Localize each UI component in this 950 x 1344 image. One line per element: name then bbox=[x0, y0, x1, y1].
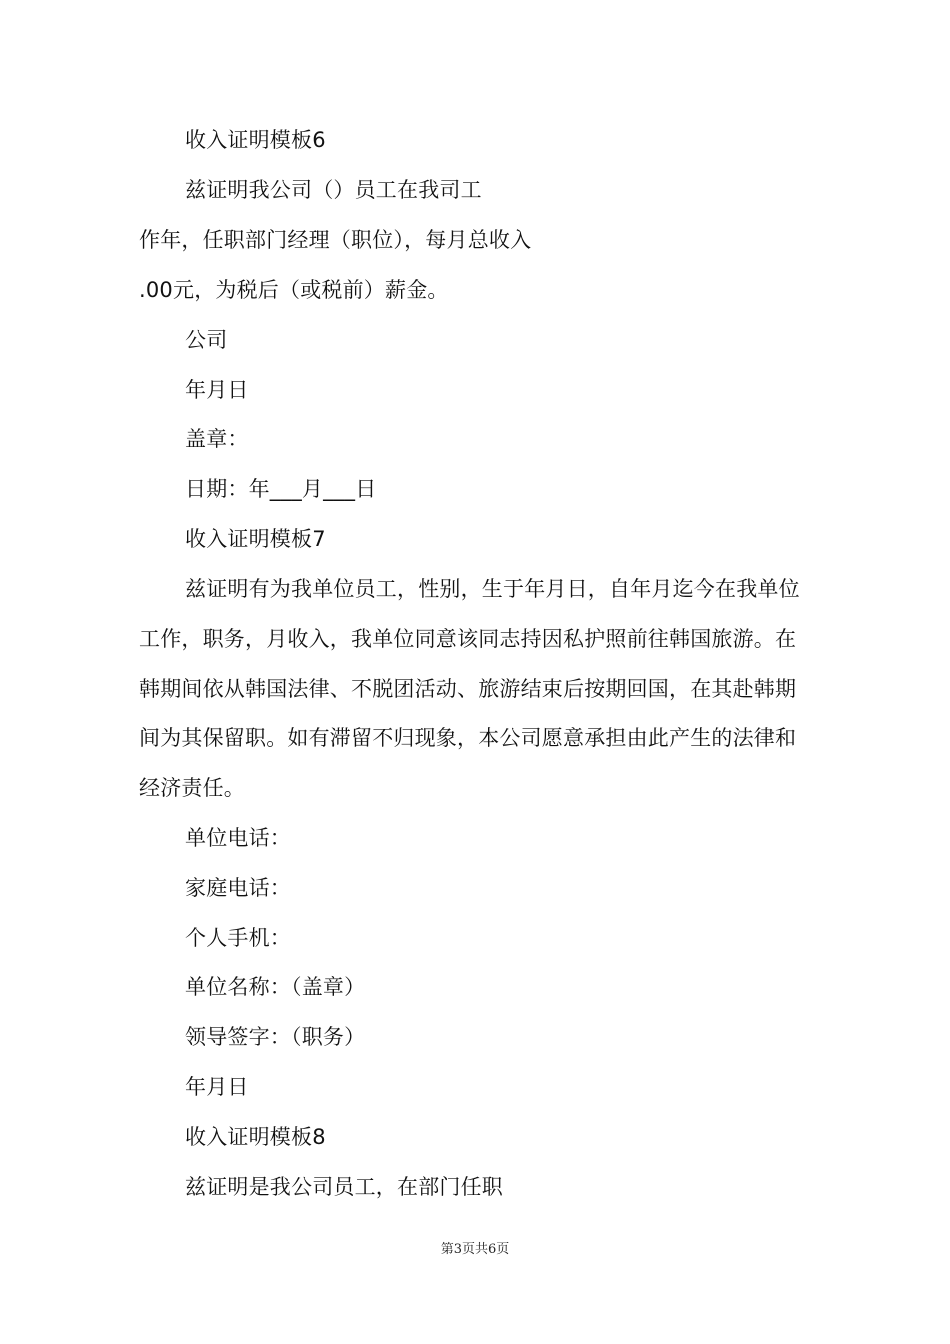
section-title-template-6: 收入证明模板6 bbox=[185, 128, 326, 152]
date-line: 年月日 bbox=[185, 378, 249, 402]
paragraph-line: 韩期间依从韩国法律、不脱团活动、旅游结束后按期回国，在其赴韩期 bbox=[139, 677, 797, 701]
paragraph-line: 兹证明是我公司员工，在部门任职 bbox=[185, 1175, 503, 1199]
leader-signature-line: 领导签字：（职务） bbox=[185, 1025, 366, 1049]
home-phone-line: 家庭电话： bbox=[185, 876, 291, 900]
paragraph-line: 工作，职务，月收入，我单位同意该同志持因私护照前往韩国旅游。在 bbox=[139, 627, 797, 651]
unit-name-line: 单位名称：（盖章） bbox=[185, 975, 366, 999]
company-line: 公司 bbox=[185, 328, 228, 352]
page-number: 第3页共6页 bbox=[440, 1242, 510, 1257]
section-title-template-8: 收入证明模板8 bbox=[185, 1125, 326, 1149]
mobile-phone-line: 个人手机： bbox=[185, 926, 291, 950]
paragraph-line: 间为其保留职。如有滞留不归现象，本公司愿意承担由此产生的法律和 bbox=[139, 726, 797, 750]
paragraph-line: 作年，任职部门经理（职位），每月总收入 bbox=[139, 228, 532, 252]
paragraph-line: 兹证明有为我单位员工，性别，生于年月日，自年月迄今在我单位 bbox=[185, 577, 800, 601]
seal-line: 盖章： bbox=[185, 427, 249, 451]
section-title-template-7: 收入证明模板7 bbox=[185, 527, 326, 551]
date-line: 年月日 bbox=[185, 1075, 249, 1099]
date-field-line: 日期：年___月___日 bbox=[185, 477, 377, 501]
paragraph-line: .00元，为税后（或税前）薪金。 bbox=[139, 278, 449, 302]
paragraph-line: 兹证明我公司（）员工在我司工 bbox=[185, 178, 482, 202]
paragraph-line: 经济责任。 bbox=[139, 776, 245, 800]
unit-phone-line: 单位电话： bbox=[185, 826, 291, 850]
